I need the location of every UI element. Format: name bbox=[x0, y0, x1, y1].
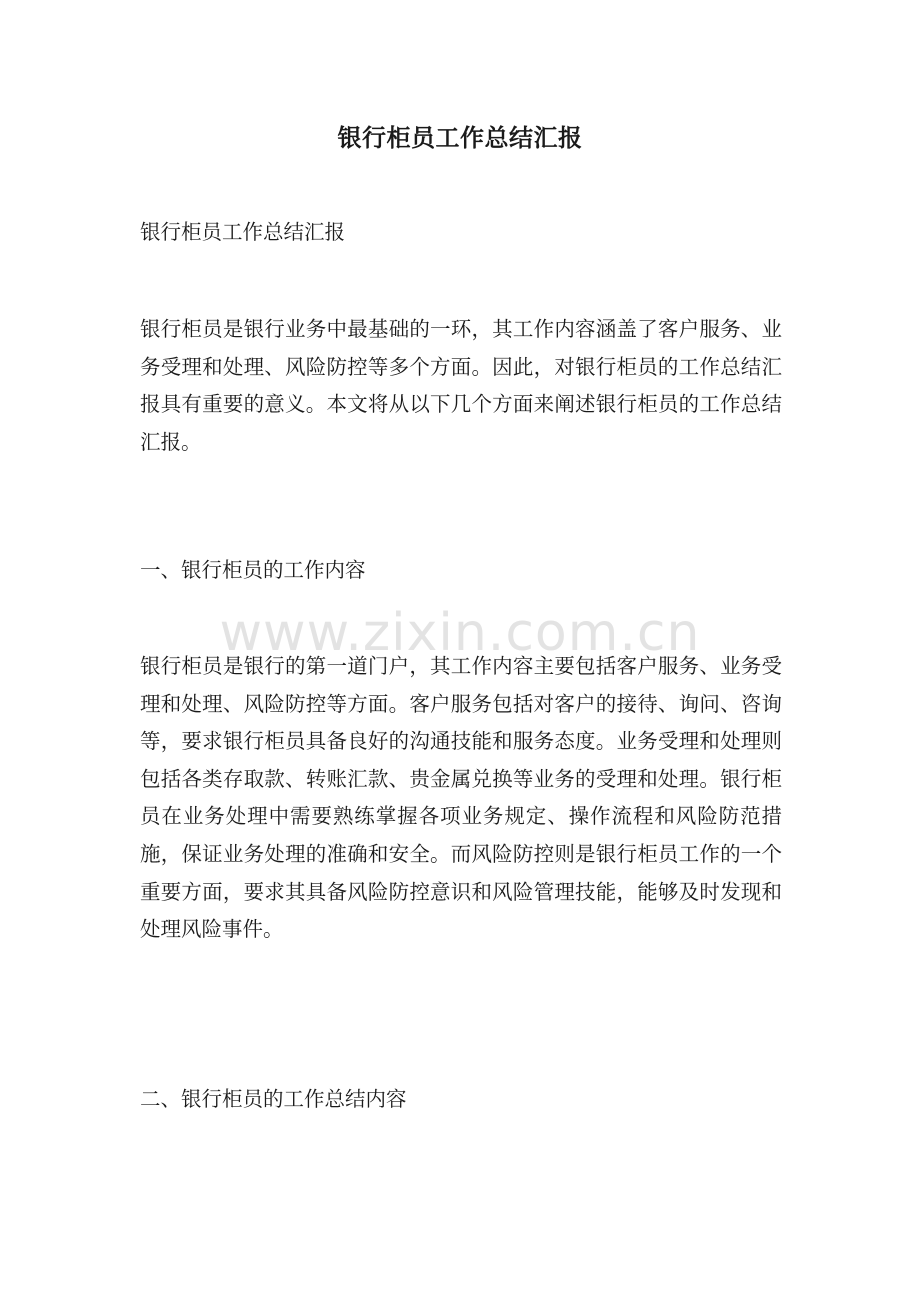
section-heading-2: 二、银行柜员的工作总结内容 bbox=[140, 1087, 407, 1111]
document-subtitle: 银行柜员工作总结汇报 bbox=[140, 220, 345, 244]
document-title: 银行柜员工作总结汇报 bbox=[337, 123, 583, 152]
paragraph-intro: 银行柜员是银行业务中最基础的一环，其工作内容涵盖了客户服务、业务受理和处理、风险防控等多个方面。因此，对银行柜员的工作总结汇报具有重要的意义。本文将从以下几个方面来阐述银行柜员的工作总结汇报。 bbox=[140, 317, 782, 454]
watermark: www.zixin.com.cn bbox=[219, 603, 701, 663]
section-heading-1: 一、银行柜员的工作内容 bbox=[140, 558, 366, 582]
paragraph-work-content: 银行柜员是银行的第一道门户，其工作内容主要包括客户服务、业务受理和处理、风险防控等方面。客户服务包括对客户的接待、询问、咨询等，要求银行柜员具备良好的沟通技能和服务态度。业务受理和处理则包括各类存取款、转账汇款、贵金属兑换等业务的受理和处理。银行柜员在业务处理中需要熟练掌握各项业务规定、操作流程和风险防范措施，保证业务处理的准确和安全。而风险防控则是银行柜员工作的一个重要方面，要求其具备风险防控意识和风险管理技能，能够及时发现和处理风险事件。 bbox=[140, 654, 782, 942]
